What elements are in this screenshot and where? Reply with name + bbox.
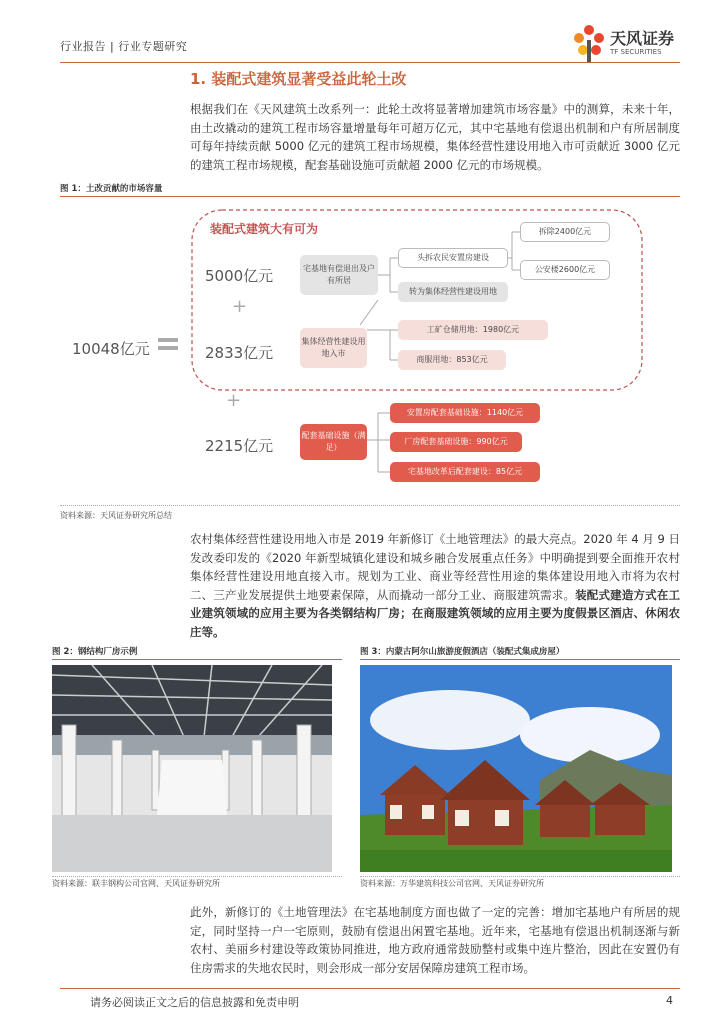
box-public-building: 公安楼2600亿元: [520, 260, 610, 280]
footer-disclaimer: 请务必阅读正文之后的信息披露和免责申明: [90, 996, 299, 1009]
resort-hotel-image: [360, 665, 672, 872]
logo-name: 天风证券: [610, 29, 675, 48]
total-value: 10048亿元: [72, 340, 150, 358]
value-collective-land: 2833亿元: [205, 344, 274, 362]
header-breadcrumb: 行业报告 | 行业专题研究: [60, 40, 188, 53]
resort-hotel-photo: [360, 665, 672, 872]
paragraph-1: 根据我们在《天风建筑土改系列一：此轮土改将显著增加建筑市场容量》中的测算，未来十年，由土改撬动的建筑工程市场容量增量每年可超万亿元，其中宅基地有偿退出机制和户有所居制度可每年持续贡献 5000 亿元的建筑工程市场规模，集体经营性建设用地入市可贡献近 3000 亿元的建筑工程市场规模，配套基础设施可贡献超 2000 亿元的市场规模。: [190, 102, 680, 172]
section-title: 1. 装配式建筑显著受益此轮土改: [190, 70, 407, 88]
logo-subtitle: TF SECURITIES: [610, 48, 662, 56]
figure-2-rule: [52, 659, 342, 660]
logo: [570, 22, 680, 64]
market-capacity-diagram: [60, 200, 680, 500]
figure-1-bottom-rule: [60, 505, 680, 506]
figure-3-source: 资料来源：万华建筑科技公司官网、天风证券研究所: [360, 879, 544, 888]
figure-2-caption: 图 2：钢结构厂房示例: [52, 647, 138, 657]
tf-logo-icon: [570, 22, 608, 64]
page-number: 4: [666, 994, 673, 1007]
box-commercial-land: 商服用地：853亿元: [398, 350, 506, 370]
diagram-connectors: [60, 200, 680, 500]
box-supporting-infra: 配套基础设施（满足）: [300, 424, 367, 460]
figure-3-caption: 图 3：内蒙古阿尔山旅游度假酒店（装配式集成房屋）: [360, 647, 565, 657]
footer-rule: [60, 988, 680, 989]
box-factory-infra: 厂房配套基础设施：990亿元: [390, 432, 522, 452]
plus-sign-2: +: [226, 390, 242, 411]
value-infrastructure: 2215亿元: [205, 437, 274, 455]
paragraph-2: [190, 530, 680, 641]
value-homestead: 5000亿元: [205, 267, 274, 285]
box-resettlement-infra: 安置房配套基础设施：1140亿元: [390, 403, 540, 423]
paragraph-3: 此外，新修订的《土地管理法》在宅基地制度方面也做了一定的完善：增加宅基地户有所居的规定，同时坚持一户一宅原则，鼓励有偿退出闲置宅基地。近年来，宅基地有偿退出机制逐渐与新农村、美丽乡村建设等政策协同推进，地方政府通常鼓励整村或集中连片整治，因此在安置仍有住房需求的失地农民时，则会形成一部分安居保障房建筑工程市场。: [190, 905, 680, 975]
box-resettlement-housing: 头拆农民安置房建设: [398, 248, 508, 268]
paragraph-2-bold: 装配式建造方式在工业建筑领域的应用主要为各类钢结构厂房；在商服建筑领域的应用主要为度假景区酒店、休闲农庄等。: [190, 587, 681, 639]
box-demolition: 拆除2400亿元: [520, 222, 610, 242]
diagram-title: 装配式建筑大有可为: [210, 222, 319, 236]
steel-factory-image: [52, 665, 332, 872]
plus-sign-1: +: [232, 296, 248, 317]
figure-3-rule: [360, 659, 680, 660]
box-industrial-land: 工矿仓储用地：1980亿元: [398, 320, 548, 340]
paragraph-2-text: 农村集体经营性建设用地入市是 2019 年新修订《土地管理法》的最大亮点。2020 年 4 月 9 日发改委印发的《2020 年新型城镇化建设和城乡融合发展重点任务》中明确提到要全面推开农村集体经营性建设用地直接入市。规划为工业、商业等经营性用途的集体建设用地入市将为农村二、三产业发展提供土地要素保障，从而撬动一部分工业、商服建筑需求。: [190, 532, 680, 602]
box-homestead-infra: 宅基地改革后配套建设：85亿元: [390, 462, 540, 482]
figure-1-rule: [60, 196, 680, 197]
box-homestead-exit: 宅基地有偿退出及户有所居: [300, 255, 378, 295]
figure-1-caption: 图 1：土改贡献的市场容量: [60, 184, 163, 194]
header-rule: [60, 62, 680, 63]
box-convert-collective: 转为集体经营性建设用地: [398, 282, 508, 302]
box-collective-land-entry: 集体经营性建设用地入市: [300, 328, 367, 368]
steel-factory-photo: [52, 665, 332, 872]
figure-3-bottom-rule: [360, 876, 680, 877]
figure-1-source: 资料来源：天风证券研究所总结: [60, 511, 172, 520]
figure-2-source: 资料来源：联丰钢构公司官网、天风证券研究所: [52, 879, 220, 888]
figure-2-bottom-rule: [52, 876, 342, 877]
